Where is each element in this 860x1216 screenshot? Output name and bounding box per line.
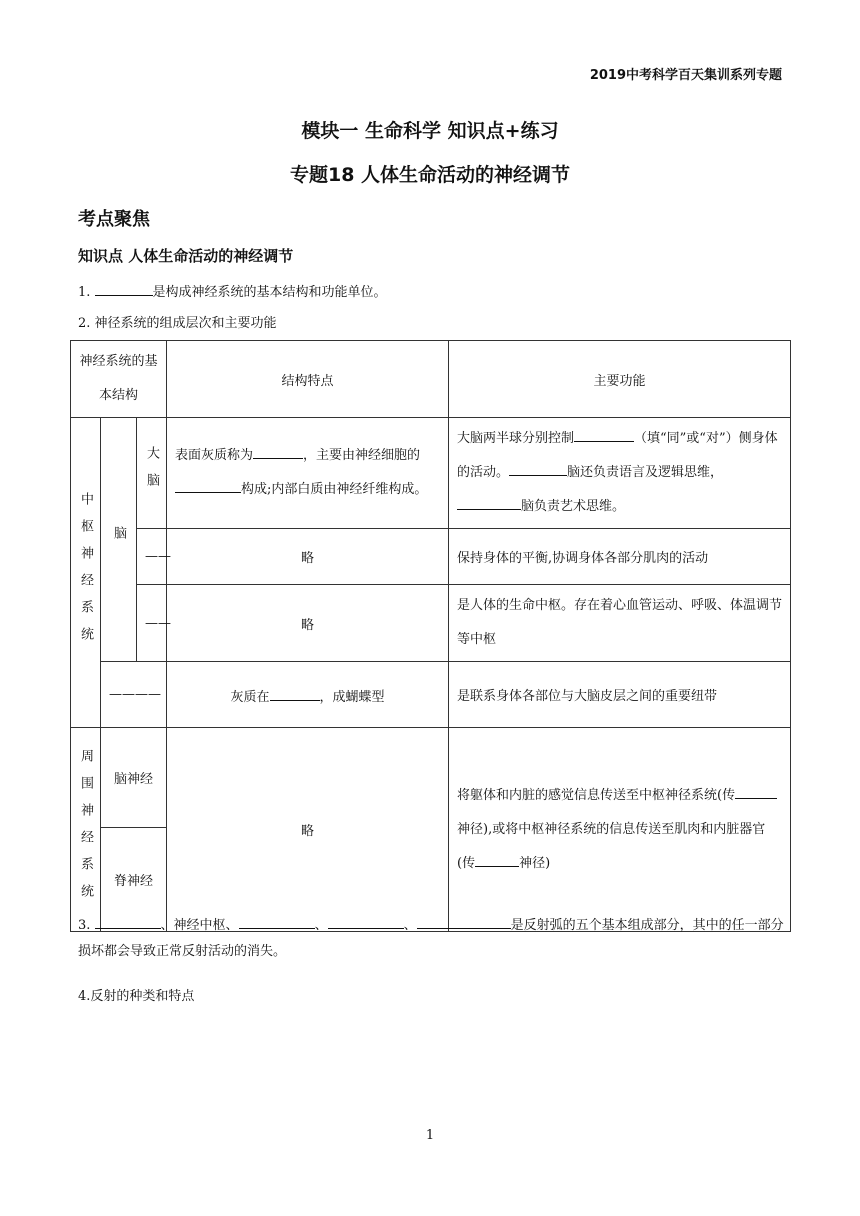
- receptor-blank[interactable]: [95, 912, 161, 929]
- spinal-nerve-label: 脊神经: [101, 828, 167, 932]
- q1-blank[interactable]: [95, 279, 153, 296]
- q1-number: 1.: [78, 285, 91, 300]
- cerebrum-function: 大脑两半球分别控制 （填“同”或“对”）侧身体的活动。 脑还负责语言及逻辑思维，脑负责艺术思维。: [449, 418, 791, 529]
- table-row-brainstem: [71, 585, 791, 662]
- row4-name: ————: [101, 662, 167, 728]
- q1-text: 是构成神经系统的基本结构和功能单位。: [152, 285, 387, 300]
- topic-title: 专题18 人体生命活动的神经调节: [289, 164, 571, 186]
- peripheral-structure: 略: [167, 728, 449, 932]
- subsection-heading: 知识点 人体生命活动的神经调节: [78, 247, 294, 265]
- nervous-system-table: [70, 340, 791, 932]
- table-row-cranial-nerve: [71, 728, 791, 828]
- question-3: 3. 、神经中枢、 、 、 是反射弧的五个基本组成部分，其中的任一部分损坏都会导致正常反射活动的消失。: [78, 912, 788, 965]
- cerebrum-structure: 表面灰质称为 ，主要由神经细胞的构成;内部白质由神经纤维构成。: [167, 418, 449, 529]
- header-structure: 结构特点: [167, 341, 449, 418]
- row4-structure: 灰质在 ，成蝴蝶型: [167, 662, 449, 728]
- page-number: 1: [425, 1128, 435, 1143]
- question-1: [78, 279, 788, 306]
- peripheral-nervous-system-label: 周围神经系统: [71, 728, 101, 932]
- effector-blank[interactable]: [417, 912, 511, 929]
- module-title: 模块一 生命科学 知识点+练习: [301, 120, 559, 142]
- gray-matter-blank[interactable]: [270, 684, 320, 701]
- row2-function: 保持身体的平衡,协调身体各部分肌肉的活动: [449, 529, 791, 585]
- cell-part-blank[interactable]: [175, 476, 241, 493]
- row3-structure: 略: [167, 585, 449, 662]
- question-4: 4.反射的种类和特点: [78, 989, 195, 1004]
- cortex-blank[interactable]: [253, 442, 303, 459]
- side-blank[interactable]: [574, 425, 634, 442]
- right-brain-blank[interactable]: [457, 493, 521, 510]
- afferent-nerve-blank[interactable]: [239, 912, 315, 929]
- question-2: 2. 神径系统的组成层次和主要功能: [78, 316, 277, 331]
- efferent-nerve-blank[interactable]: [328, 912, 404, 929]
- header-basic-structure: 神经系统的基本结构: [71, 341, 167, 418]
- efferent-blank[interactable]: [475, 850, 519, 867]
- header-function: 主要功能: [449, 341, 791, 418]
- table-header-row: [71, 341, 791, 418]
- section-heading: 考点聚焦: [78, 209, 150, 230]
- cerebrum-label: 大脑: [137, 418, 167, 529]
- row3-function: 是人体的生命中枢。存在着心血管运动、呼吸、体温调节等中枢: [449, 585, 791, 662]
- series-header: 2019中考科学百天集训系列专题: [589, 68, 782, 83]
- table-row-cerebrum: [71, 418, 791, 529]
- central-nervous-system-label: 中枢神经系统: [71, 418, 101, 728]
- afferent-blank[interactable]: [735, 782, 777, 799]
- left-brain-blank[interactable]: [509, 459, 567, 476]
- row2-structure: 略: [167, 529, 449, 585]
- peripheral-function: 将躯体和内脏的感觉信息传送至中枢神径系统(传神径),或将中枢神径系统的信息传送至肌肉和内脏器官(传 神径): [449, 728, 791, 932]
- row4-function: 是联系身体各部位与大脑皮层之间的重要纽带: [449, 662, 791, 728]
- row3-name: ——: [137, 585, 167, 662]
- table-row-cerebellum: [71, 529, 791, 585]
- table-row-spinal-cord: [71, 662, 791, 728]
- cranial-nerve-label: 脑神经: [101, 728, 167, 828]
- row2-name: ——: [137, 529, 167, 585]
- brain-label: 脑: [101, 418, 137, 662]
